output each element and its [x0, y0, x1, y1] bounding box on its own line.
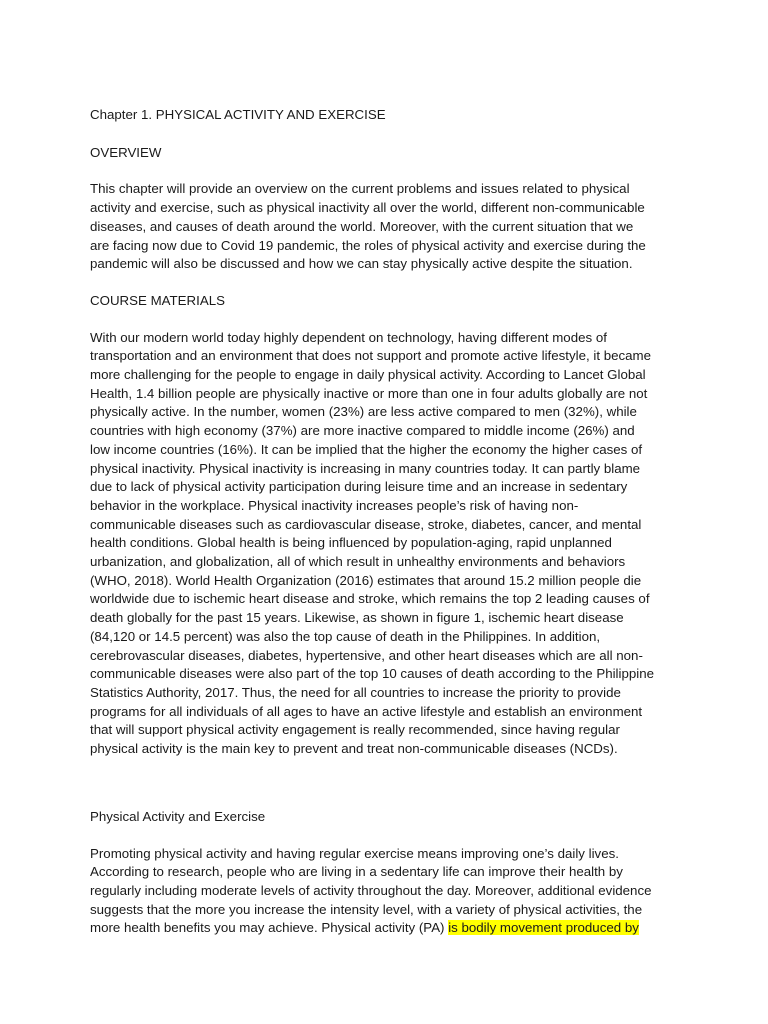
paragraph-line: worldwide due to ischemic heart disease and stroke, which remains the top 2 leading causes of: [90, 591, 650, 607]
paragraph-line: Promoting physical activity and having regular exercise means improving one’s daily lives.: [90, 845, 619, 861]
plain-text-segment: more health benefits you may achieve. Physical activity (PA): [90, 920, 449, 936]
paragraph-line: Statistics Authority, 2017. Thus, the need for all countries to increase the priority to provide: [90, 684, 621, 700]
paragraph-line: physical inactivity. Physical inactivity is increasing in many countries today. It can partly blame: [90, 460, 641, 476]
paragraph-line: (84,120 or 14.5 percent) was also the top cause of death in the Philippines. In addition,: [90, 628, 601, 644]
paragraph-line: suggests that the more you increase the intensity level, with a variety of physical activities, the: [90, 901, 643, 917]
paragraph-line: diseases, and causes of death around the world. Moreover, with the current situation that we: [90, 218, 634, 234]
physical-activity-heading: Physical Activity and Exercise: [90, 808, 266, 824]
paragraph-line: transportation and an environment that does not support and promote active lifestyle, it became: [90, 348, 652, 364]
paragraph-line: regularly including moderate levels of activity throughout the day. Moreover, additional evidence: [90, 882, 652, 898]
paragraph-line: communicable diseases such as cardiovascular disease, stroke, diabetes, cancer, and mental: [90, 516, 642, 532]
paragraph-line: pandemic will also be discussed and how we can stay physically active despite the situation.: [90, 256, 633, 272]
paragraph-line: cerebrovascular diseases, diabetes, hypertensive, and other heart diseases which are all non-: [90, 647, 643, 663]
chapter-title: Chapter 1. PHYSICAL ACTIVITY AND EXERCISE: [90, 107, 386, 122]
physical-activity-paragraph: [90, 845, 682, 939]
overview-heading: OVERVIEW: [90, 144, 162, 160]
highlighted-text: is bodily movement produced by: [448, 920, 639, 936]
paragraph-line: urbanization, and globalization, all of which result in unhealthy environments and behaviors: [90, 554, 626, 570]
paragraph-line: that will support physical activity engagement is really recommended, since having regular: [90, 722, 620, 738]
paragraph-line: (WHO, 2018). World Health Organization (2016) estimates that around 15.2 million people die: [90, 572, 642, 588]
paragraph-line: countries with high economy (37%) are more inactive compared to middle income (26%) and: [90, 423, 635, 439]
paragraph-line: due to lack of physical activity participation during leisure time and an increase in sedentary: [90, 479, 628, 495]
paragraph-line: physical activity is the main key to prevent and treat non-communicable diseases (NCDs).: [90, 741, 618, 757]
course-materials-paragraph: [90, 329, 682, 759]
paragraph-line: activity and exercise, such as physical inactivity all over the world, different non-communicable: [90, 200, 645, 216]
paragraph-line: physically active. In the number, women (23%) are less active compared to men (32%), while: [90, 404, 637, 420]
paragraph-line: According to research, people who are living in a sedentary life can improve their health by: [90, 864, 623, 880]
paragraph-line: more challenging for the people to engage in daily physical activity. According to Lancet Global: [90, 367, 646, 383]
course-materials-heading: COURSE MATERIALS: [90, 292, 225, 308]
paragraph-line-last: [90, 919, 682, 938]
paragraph-line: programs for all individuals of all ages to have an active lifestyle and establish an environment: [90, 703, 643, 719]
paragraph-line: death globally for the past 15 years. Likewise, as shown in figure 1, ischemic heart disease: [90, 610, 624, 626]
paragraph-line: low income countries (16%). It can be implied that the higher the economy the higher cases of: [90, 441, 643, 457]
document-body: [90, 106, 682, 938]
paragraph-line: With our modern world today highly dependent on technology, having different modes of: [90, 329, 607, 345]
paragraph-line: communicable diseases were also part of the top 10 causes of death according to the Philippine: [90, 666, 654, 682]
paragraph-line: Health, 1.4 billion people are physically inactive or more than one in four adults globally are not: [90, 385, 648, 401]
paragraph-line: are facing now due to Covid 19 pandemic, the roles of physical activity and exercise during the: [90, 237, 646, 253]
paragraph-line: health conditions. Global health is being influenced by population-aging, rapid unplanned: [90, 535, 612, 551]
paragraph-line: This chapter will provide an overview on the current problems and issues related to physical: [90, 181, 630, 197]
overview-paragraph: [90, 180, 682, 274]
paragraph-line: behavior in the workplace. Physical inactivity increases people’s risk of having non-: [90, 497, 579, 513]
